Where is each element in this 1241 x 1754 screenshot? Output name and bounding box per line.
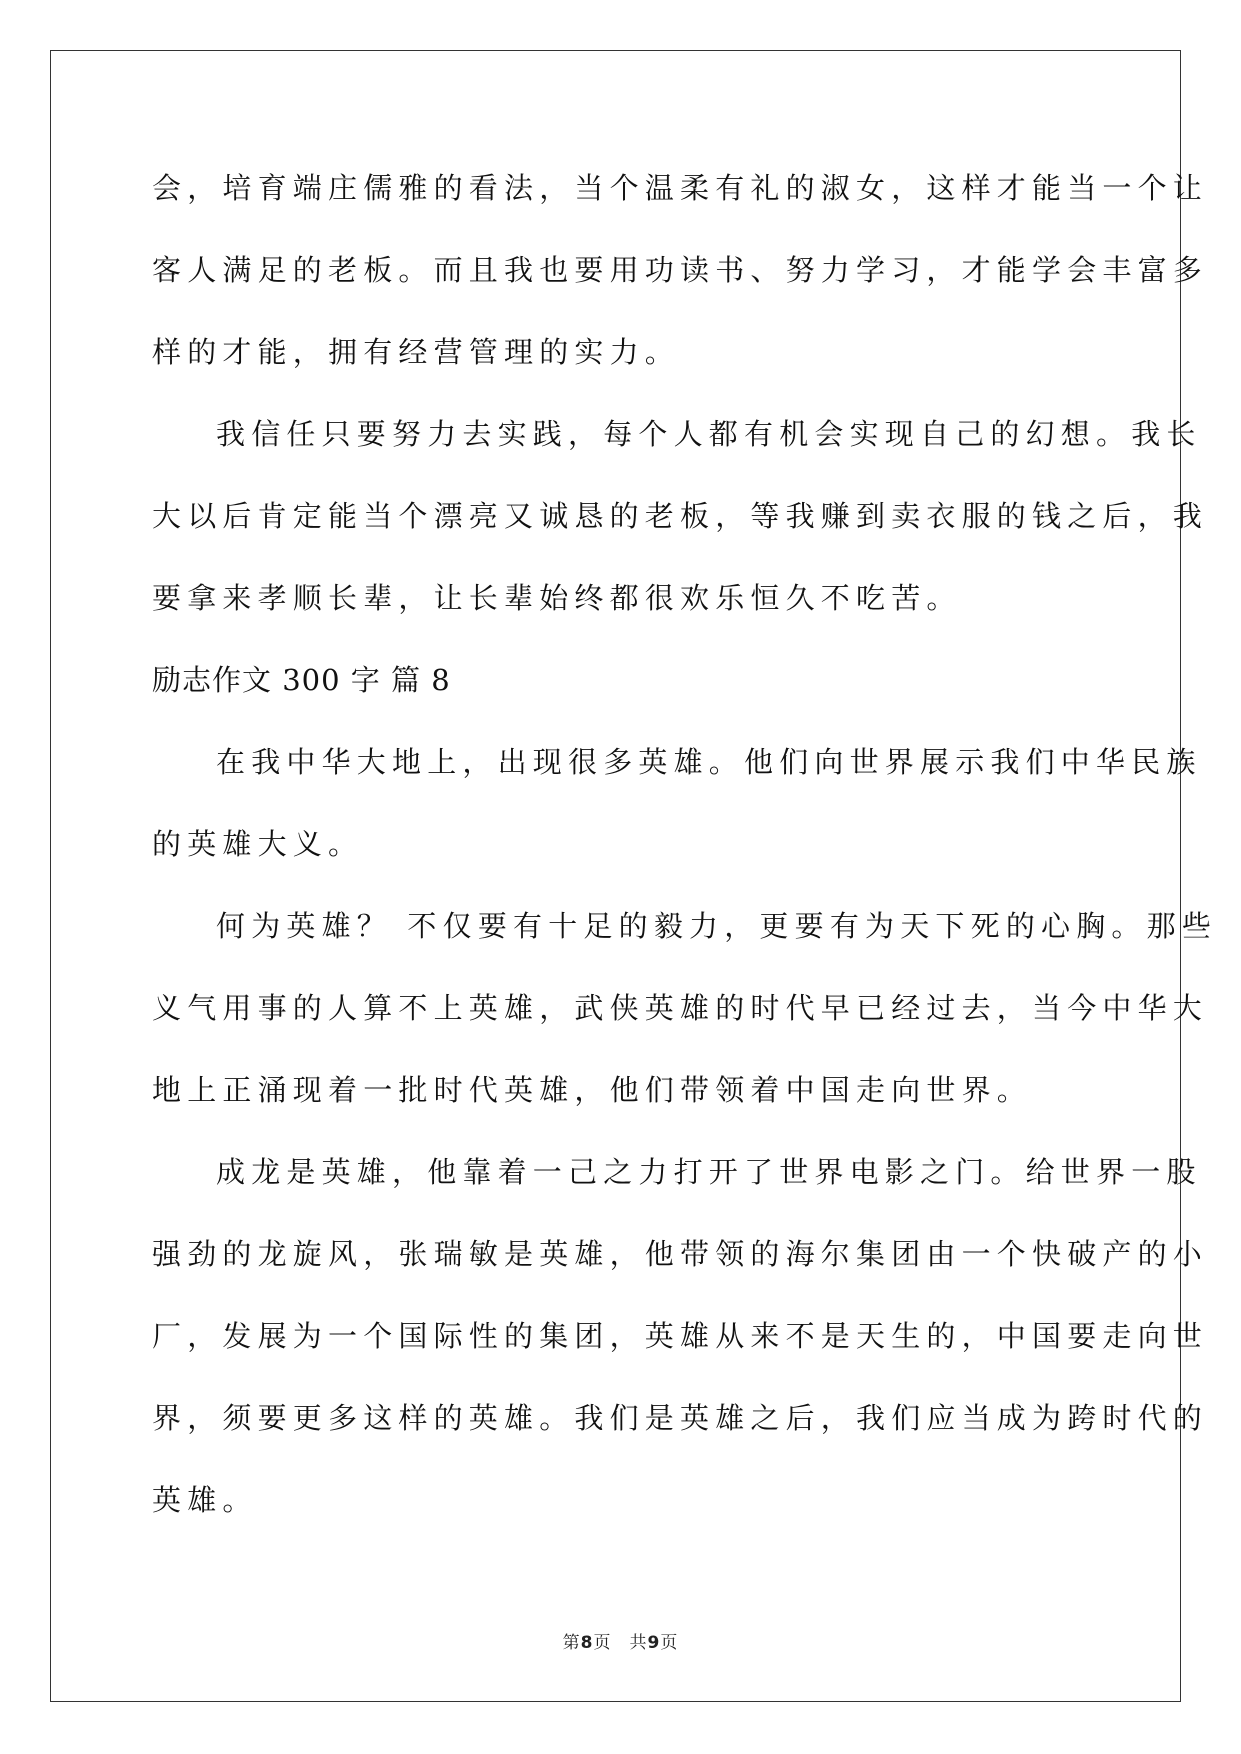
text-line: 成龙是英雄，他靠着一己之力打开了世界电影之门。给世界一股 — [216, 1155, 1202, 1189]
document-body — [152, 158, 1218, 1552]
current-page-number: 8 — [580, 1633, 594, 1653]
text-line: 厂，发展为一个国际性的集团，英雄从来不是天生的，中国要走向世 — [152, 1319, 1209, 1353]
text-line: 强劲的龙旋风，张瑞敏是英雄，他带领的海尔集团由一个快破产的小 — [152, 1237, 1209, 1271]
text-line: 地上正涌现着一批时代英雄，他们带领着中国走向世界。 — [152, 1073, 1033, 1107]
total-pages-number: 9 — [647, 1633, 661, 1653]
text-line: 要拿来孝顺长辈，让长辈始终都很欢乐恒久不吃苦。 — [152, 581, 962, 615]
paragraph — [152, 896, 1218, 1142]
page-footer — [0, 1628, 1241, 1653]
paragraph — [152, 404, 1209, 650]
text-line: 客人满足的老板。而且我也要用功读书、努力学习，才能学会丰富多 — [152, 253, 1209, 287]
text-line: 大以后肯定能当个漂亮又诚恳的老板，等我赚到卖衣服的钱之后，我 — [152, 499, 1209, 533]
text-line: 的英雄大义。 — [152, 827, 364, 861]
footer-total-prefix: 共 — [629, 1633, 648, 1653]
text-line: 会，培育端庄儒雅的看法，当个温柔有礼的淑女，这样才能当一个让 — [152, 171, 1209, 205]
paragraph — [152, 732, 1202, 896]
text-line: 何为英雄？ 不仅要有十足的毅力，更要有为天下死的心胸。那些 — [216, 909, 1218, 943]
text-line: 我信任只要努力去实践，每个人都有机会实现自己的幻想。我长 — [216, 417, 1202, 451]
footer-page-unit: 页 — [593, 1633, 612, 1653]
footer-prefix: 第 — [562, 1633, 581, 1653]
text-line: 义气用事的人算不上英雄，武侠英雄的时代早已经过去，当今中华大 — [152, 991, 1209, 1025]
text-line: 界，须要更多这样的英雄。我们是英雄之后，我们应当成为跨时代的 — [152, 1401, 1209, 1435]
text-line: 英雄。 — [152, 1483, 258, 1517]
section-heading: 励志作文 300 字 篇 8 — [152, 663, 451, 697]
text-line: 在我中华大地上，出现很多英雄。他们向世界展示我们中华民族 — [216, 745, 1202, 779]
footer-total-unit: 页 — [660, 1633, 679, 1653]
paragraph — [152, 1142, 1209, 1552]
paragraph — [152, 158, 1209, 404]
text-line: 样的才能，拥有经营管理的实力。 — [152, 335, 681, 369]
